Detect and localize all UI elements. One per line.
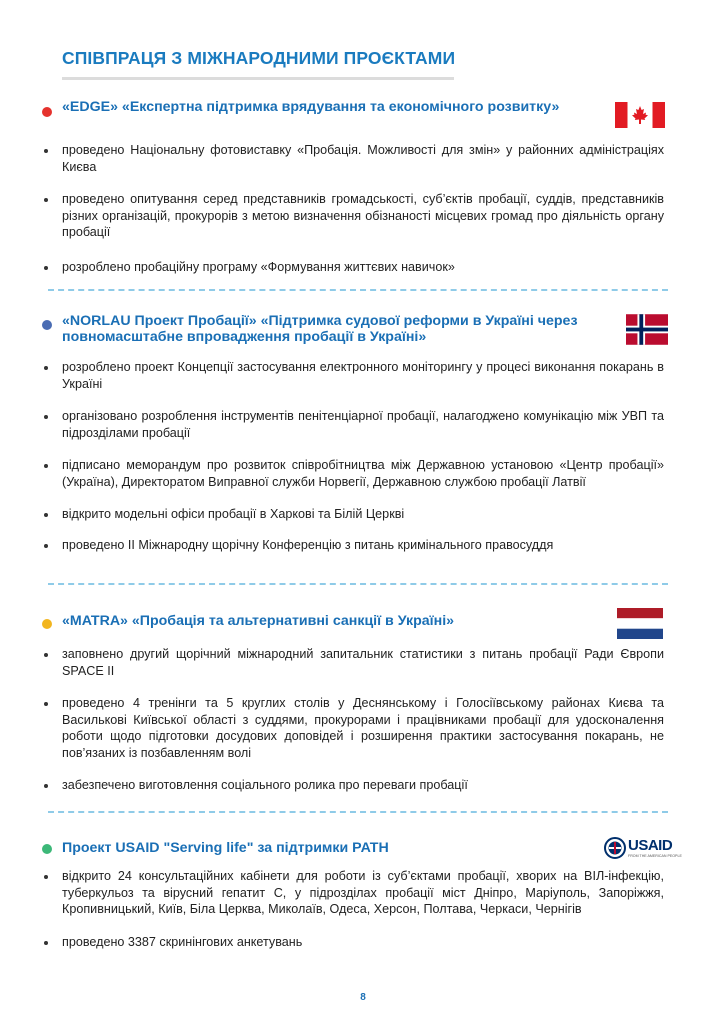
usaid-logo bbox=[604, 836, 680, 862]
section-separator bbox=[48, 583, 668, 585]
list-item: проведено 3387 скринінгових анкетувань bbox=[42, 934, 664, 951]
canada-flag bbox=[615, 102, 665, 128]
section-1-dot bbox=[42, 107, 52, 117]
section-4-title: Проект USAID "Serving life" за підтримки PATH bbox=[62, 840, 389, 856]
section-4-list bbox=[42, 868, 664, 950]
list-item: заповнено другий щорічний міжнародний запитальник статистики з питань пробації Ради Європи SPACE II bbox=[42, 646, 664, 679]
list-item: розроблено проект Концепції застосування електронного моніторингу у процесі виконання покарань в Україні bbox=[42, 359, 664, 392]
list-item: організовано розроблення інструментів пенітенціарної пробації, налагоджено комунікацію між УВП та підрозділами пробації bbox=[42, 408, 664, 441]
list-item: підписано меморандум про розвиток співробітництва між Державною установою «Центр пробації» (Україна), Директоратом Виправної служби Норвегії, Державною службою пробації Латвії bbox=[42, 457, 664, 490]
page-number: 8 bbox=[360, 992, 366, 1003]
list-item: розроблено пробаційну програму «Формування життєвих навичок» bbox=[42, 259, 664, 276]
netherlands-flag bbox=[617, 608, 663, 639]
list-item: проведено 4 тренінги та 5 круглих столів у Деснянському і Голосіївському районах Києва та Василькові Київської області з суддями, прокурорами і працівниками пробації для удосконалення роботи щодо підготовки досудових доповідей і розширення практики застосування покарань, не пов’язаних із позбавленням волі bbox=[42, 695, 664, 761]
section-1-list bbox=[42, 142, 664, 275]
section-separator bbox=[48, 289, 668, 291]
list-item: проведено опитування серед представників громадськості, суб’єктів пробації, суддів, представників різних організацій, прокурорів з метою визначення обізнаності місцевих громад про діяльність органу пробації bbox=[42, 191, 664, 241]
title-underline bbox=[62, 77, 454, 80]
section-4-dot bbox=[42, 844, 52, 854]
list-item: проведено ІІ Міжнародну щорічну Конференцію з питань кримінального правосуддя bbox=[42, 537, 664, 554]
section-2-list bbox=[42, 359, 664, 553]
list-item: забезпечено виготовлення соціального ролика про переваги пробації bbox=[42, 777, 664, 794]
usaid-seal-icon bbox=[604, 837, 626, 859]
list-item: проведено Національну фотовиставку «Пробація. Можливості для змін» у районних адміністраціях Києва bbox=[42, 142, 664, 175]
list-item: відкрито модельні офіси пробації в Харкові та Білій Церкві bbox=[42, 506, 664, 523]
section-separator bbox=[48, 811, 668, 813]
usaid-logo-subtext: FROM THE AMERICAN PEOPLE bbox=[628, 854, 682, 858]
page-title: СПІВПРАЦЯ З МІЖНАРОДНИМИ ПРОЄКТАМИ bbox=[62, 48, 456, 68]
section-3-title: «MATRA» «Пробація та альтернативні санкції в Україні» bbox=[62, 613, 455, 629]
norway-flag bbox=[626, 314, 668, 345]
section-3-list bbox=[42, 646, 664, 794]
usaid-logo-text: USAID bbox=[628, 837, 673, 854]
section-2-title: «NORLAU Проект Пробації» «Підтримка судової реформи в Україні через повномасштабне впровадження пробації в Україні» bbox=[62, 313, 578, 345]
section-2-dot bbox=[42, 320, 52, 330]
section-1-title: «EDGE» «Експертна підтримка врядування та економічного розвитку» bbox=[62, 99, 560, 115]
list-item: відкрито 24 консультаційних кабінети для роботи із суб’єктами пробації, хворих на ВІЛ-інфекцію, туберкульоз та вірусний гепатит С, у підрозділах пробації міст Дніпро, Маріуполь, Запоріжжя, Кропивницький, Київ, Біла Церква, Миколаїв, Одеса, Херсон, Полтава, Черкаси, Чернігів bbox=[42, 868, 664, 918]
section-3-dot bbox=[42, 619, 52, 629]
